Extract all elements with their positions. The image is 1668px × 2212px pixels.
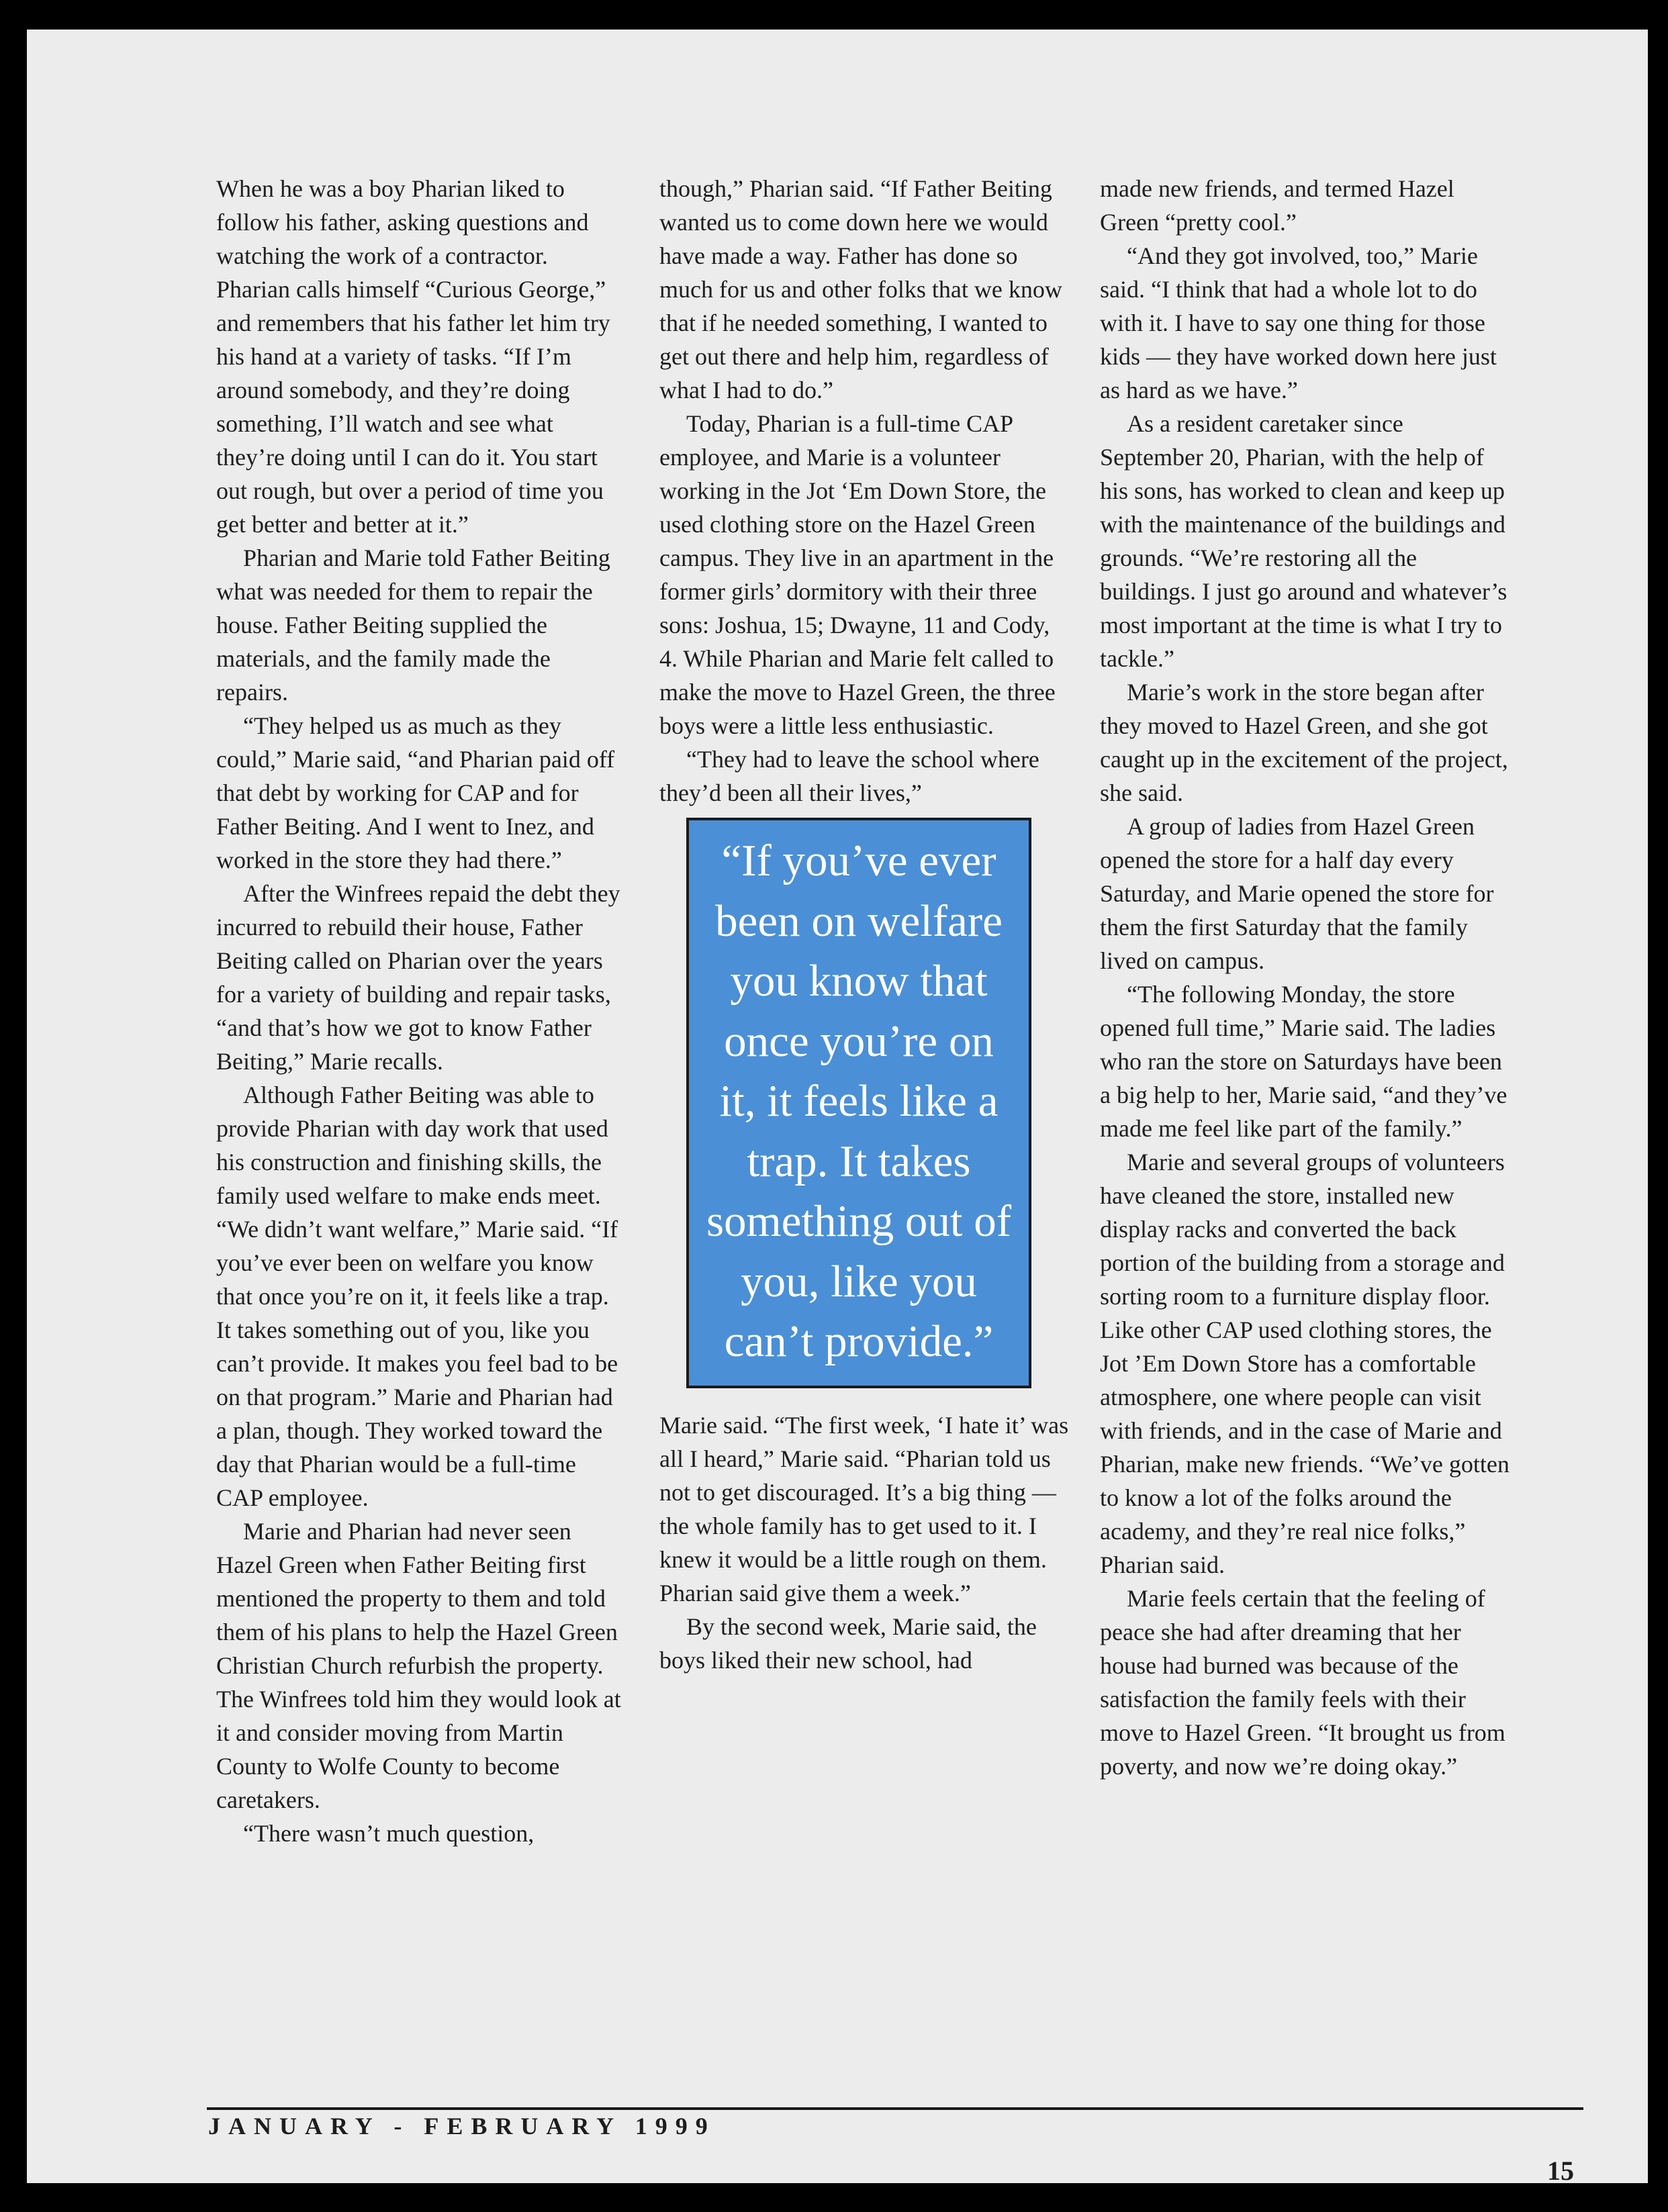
pull-quote: “If you’ve ever been on welfare you know that once you’re on it, it feels like a trap. It takes something out of you, like you can’t provide.” [686,818,1031,1388]
paragraph: though,” Pharian said. “If Father Beiting wanted us to come down here we would have made a way. Father has done so much for us and other folks that we know that if he needed something, I wanted to get out there and help him, regardless of what I had to do.” [659,175,1062,403]
paragraph: “They helped us as much as they could,” Marie said, “and Pharian paid off that debt by working for CAP and for Father Beiting. And I went to Inez, and worked in the store they had there.” [216,712,615,873]
paragraph: Pharian and Marie told Father Beiting what was needed for them to repair the house. Father Beiting supplied the materials, and the family made the repairs. [216,544,610,706]
paragraph: “They had to leave the school where they’d been all their lives,” [659,746,1039,806]
paragraph: Marie said. “The first week, ‘I hate it’ was all I heard,” Marie said. “Pharian told us not to get discouraged. It’s a big thing — the whole family has to get used to it. I knew it would be a little rough on them. Pharian said give them a week.” [659,1411,1069,1606]
issue-date: JANUARY - FEBRUARY 1999 [208,2113,716,2139]
paragraph: As a resident caretaker since September 20, Pharian, with the help of his sons, has worked to clean and keep up with the maintenance of the buildings and grounds. “We’re restoring all the buildings. I just go around and whatever’s most important at the time is what I try to tackle.” [1100,410,1508,672]
article-column-1 [216,172,626,1850]
paragraph: Marie’s work in the store began after they moved to Hazel Green, and she got caught up in the excitement of the project, she said. [1100,679,1508,806]
magazine-page [27,30,1648,2186]
paragraph: By the second week, Marie said, the boys liked their new school, had [659,1613,1037,1674]
paragraph: made new friends, and termed Hazel Green “pretty cool.” [1100,175,1454,236]
footer-rule [207,2107,1583,2110]
paragraph: Marie and Pharian had never seen Hazel Green when Father Beiting first mentioned the property to them and told them of his plans to help the Hazel Green Christian Church refurbish the property. The Winfrees told him they would look at it and consider moving from Martin County to Wolfe County to become caretakers. [216,1518,621,1813]
article-column-3 [1100,172,1510,1783]
article-column-2 [659,172,1069,1677]
paragraph: “The following Monday, the store opened full time,” Marie said. The ladies who ran the store on Saturdays have been a big help to her, Marie said, “and they’ve made me feel like part of the family.” [1100,981,1508,1142]
paragraph: “There wasn’t much question, [243,1820,535,1847]
page-number: 15 [1547,2156,1574,2186]
paragraph: Marie and several groups of volunteers have cleaned the store, installed new display racks and converted the back portion of the building from a storage and sorting room to a furniture display floor. Like other CAP used clothing stores, the Jot ’Em Down Store has a comfortable atmosphere, one where people can visit with friends, and in the case of Marie and Pharian, make new friends. “We’ve gotten to know a lot of the folks around the academy, and they’re real nice folks,” Pharian said. [1100,1149,1510,1578]
paragraph: Marie feels certain that the feeling of peace she had after dreaming that her house had burned was because of the satisfaction the family feels with their move to Hazel Green. “It brought us from poverty, and now we’re doing okay.” [1100,1585,1505,1780]
paragraph: Today, Pharian is a full-time CAP employee, and Marie is a volunteer working in the Jot ‘Em Down Store, the used clothing store on the Hazel Green campus. They live in an apartment in the former girls’ dormitory with their three sons: Joshua, 15; Dwayne, 11 and Cody, 4. While Pharian and Marie felt called to make the move to Hazel Green, the three boys were a little less enthusiastic. [659,410,1056,739]
paragraph: After the Winfrees repaid the debt they incurred to rebuild their house, Father Beiting called on Pharian over the years for a variety of building and repair tasks, “and that’s how we got to know Father Beiting,” Marie recalls. [216,880,620,1075]
paragraph: “And they got involved, too,” Marie said. “I think that had a whole lot to do with it. I have to say one thing for those kids — they have worked down here just as hard as we have.” [1100,242,1497,403]
paragraph: A group of ladies from Hazel Green opened the store for a half day every Saturday, and Marie opened the store for them the first Saturday that the family lived on campus. [1100,813,1494,974]
paragraph: When he was a boy Pharian liked to follow his father, asking questions and watching the work of a contractor. Pharian calls himself “Curious George,” and remembers that his father let him try his hand at a variety of tasks. “If I’m around somebody, and they’re doing something, I’ll watch and see what they’re doing until I can do it. You start out rough, but over a period of time you get better and better at it.” [216,175,610,538]
paragraph: Although Father Beiting was able to provide Pharian with day work that used his construction and finishing skills, the family used welfare to make ends meet. “We didn’t want welfare,” Marie said. “If you’ve ever been on welfare you know that once you’re on it, it feels like a trap. It takes something out of you, like you can’t provide. It makes you feel bad to be on that program.” Marie and Pharian had a plan, though. They worked toward the day that Pharian would be a full-time CAP employee. [216,1081,618,1511]
